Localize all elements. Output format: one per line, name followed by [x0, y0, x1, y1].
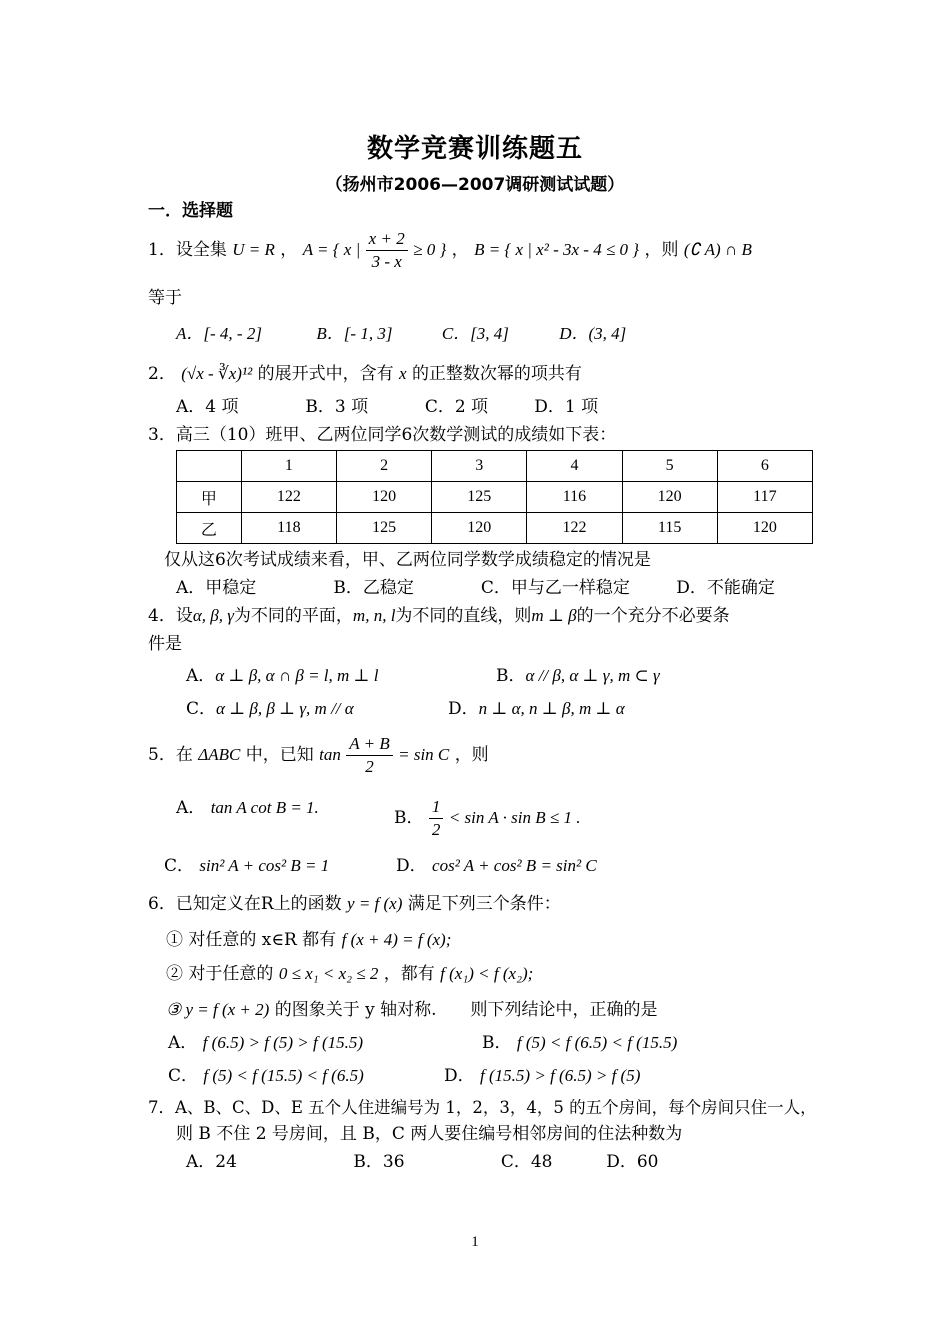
q6-option-a — [168, 1031, 363, 1055]
q5-numerator: A + B — [346, 733, 392, 756]
q4-text-a: 4．设 — [148, 606, 193, 626]
q2-expression: (√x - ∛x)¹² — [181, 364, 253, 383]
q7-option-d: D．60 — [606, 1152, 659, 1172]
q5-option-d — [396, 854, 597, 878]
q1-options — [176, 322, 626, 346]
q6-option-a-label: A． — [168, 1033, 198, 1053]
q6-option-c-expr: f (5) < f (15.5) < f (6.5) — [203, 1066, 364, 1085]
table-cell: 6 — [717, 451, 812, 482]
q4-option-c-expr: α ⊥ β, β ⊥ γ, m // α — [216, 699, 354, 718]
q4-lines: m, n, l — [352, 606, 396, 625]
q5-option-b-numerator: 1 — [429, 796, 444, 819]
q5-rhs: = sin C — [398, 745, 450, 764]
table-row — [177, 482, 813, 513]
q2-text: 的展开式中，含有 — [257, 364, 394, 384]
question-1 — [148, 228, 752, 273]
table-cell: 118 — [241, 513, 336, 544]
table-cell: 122 — [241, 482, 336, 513]
q1-comma-2: ， — [451, 240, 469, 260]
q1-set-a-numerator: x + 2 — [366, 228, 408, 251]
q6-c1-text: ① 对任意的 x∈R 都有 — [166, 930, 337, 950]
table-cell: 120 — [432, 513, 527, 544]
table-cell: 5 — [622, 451, 717, 482]
q5-suffix: ，则 — [454, 745, 489, 765]
table-cell: 122 — [527, 513, 622, 544]
q6-c3-expr: ③ y = f (x + 2) — [166, 1000, 270, 1019]
q4-text-d: 的一个充分不必要条 — [576, 606, 730, 626]
q5-denominator: 2 — [365, 757, 374, 776]
page-subtitle: （扬州市2006—2007调研测试试题） — [325, 175, 625, 195]
q6-c1-expr: f (x + 4) = f (x); — [341, 930, 452, 949]
q6-option-b — [482, 1031, 677, 1055]
q7-line-2: 则 B 不住 2 号房间，且 B，C 两人要住编号相邻房间的住法种数为 — [176, 1124, 683, 1144]
q4-text-c: 为不同的直线，则 — [395, 606, 532, 626]
question-3: 3．高三（10）班甲、乙两位同学6次数学测试的成绩如下表： — [148, 425, 617, 445]
table-cell: 116 — [527, 482, 622, 513]
q1-set-a-fraction — [366, 228, 408, 273]
question-4 — [148, 604, 730, 628]
q2-option-a: A．4 项 — [176, 397, 239, 417]
q3-after-text: 仅从这6次考试成绩来看，甲、乙两位同学数学成绩稳定的情况是 — [164, 550, 651, 570]
q6-suffix: 满足下列三个条件： — [407, 894, 561, 914]
q4-planes: α, β, γ — [192, 606, 234, 625]
q5-option-a-label: A． — [176, 798, 206, 818]
table-cell: 115 — [622, 513, 717, 544]
q4-option-d — [448, 697, 625, 721]
q5-fraction — [346, 733, 392, 778]
q5-option-c-label: C． — [164, 856, 195, 876]
q1-option-a: A．[- 4, - 2] — [176, 324, 262, 343]
table-cell: 125 — [336, 513, 431, 544]
table-cell: 117 — [717, 482, 812, 513]
q5-option-d-label: D． — [396, 856, 427, 876]
q5-option-b — [394, 796, 580, 841]
q4-option-d-expr: n ⊥ α, n ⊥ β, m ⊥ α — [478, 699, 625, 718]
q2-prefix: 2． — [148, 364, 176, 384]
q4-option-c — [186, 697, 354, 721]
q5-triangle: ΔABC — [198, 745, 241, 764]
page-number: 1 — [471, 1234, 479, 1250]
table-cell: 3 — [432, 451, 527, 482]
q4-option-a — [186, 664, 379, 688]
q1-expression: (∁ A) ∩ B — [683, 240, 752, 259]
q4-option-c-label: C． — [186, 699, 217, 719]
q7-option-c: C．48 — [500, 1152, 553, 1172]
q5-option-b-label: B． — [394, 808, 424, 828]
q6-option-c-label: C． — [168, 1066, 199, 1086]
q1-option-c: C．[3, 4] — [441, 324, 509, 343]
q4-option-a-expr: α ⊥ β, α ∩ β = l, m ⊥ l — [215, 666, 379, 685]
scores-table — [176, 450, 813, 544]
q6-option-b-expr: f (5) < f (6.5) < f (15.5) — [516, 1033, 678, 1052]
q6-option-a-expr: f (6.5) > f (5) > f (15.5) — [202, 1033, 364, 1052]
q1-set-b: B = { x | x² - 3x - 4 ≤ 0 } — [474, 240, 640, 259]
q6-c2-mid: ，都有 — [383, 964, 435, 984]
q6-c2-text: ② 对于任意的 — [166, 964, 274, 984]
q5-option-b-expr: < sin A · sin B ≤ 1 . — [448, 808, 581, 827]
q3-option-b: B．乙稳定 — [333, 578, 414, 598]
q1-set-u: U = R — [232, 240, 275, 259]
q6-c2-expr-2: f (x₁) < f (x₂); — [440, 964, 534, 983]
q7-option-b: B．36 — [353, 1152, 405, 1172]
q2-options — [176, 395, 598, 419]
q2-variable: x — [398, 364, 407, 383]
table-cell: 125 — [432, 482, 527, 513]
q5-option-c-expr: sin² A + cos² B = 1 — [199, 856, 330, 875]
section-heading: 一．选择题 — [148, 201, 233, 221]
q6-option-c — [168, 1064, 364, 1088]
q2-text-2: 的正整数次幂的项共有 — [411, 364, 582, 384]
q2-option-c: C．2 项 — [424, 397, 489, 417]
q6-c2-expr: 0 ≤ x₁ < x₂ ≤ 2 — [278, 964, 379, 983]
q4-text-e: 件是 — [148, 634, 182, 654]
q5-tan: tan — [319, 745, 341, 764]
q6-condition-2 — [166, 962, 533, 986]
q6-function: y = f (x) — [347, 894, 403, 913]
q5-mid: 中，已知 — [245, 745, 314, 765]
table-cell: 120 — [717, 513, 812, 544]
q4-condition: m ⊥ β — [531, 606, 577, 625]
q1-set-a-right: ≥ 0 } — [413, 240, 447, 259]
q6-option-d-expr: f (15.5) > f (6.5) > f (5) — [480, 1066, 641, 1085]
table-cell — [177, 451, 242, 482]
q1-continuation: 等于 — [148, 288, 182, 308]
q7-options — [186, 1150, 658, 1174]
table-cell: 甲 — [177, 482, 242, 513]
q5-option-a-expr: tan A cot B = 1. — [210, 798, 319, 817]
q1-option-b: B．[- 1, 3] — [316, 324, 393, 343]
table-cell: 2 — [336, 451, 431, 482]
table-cell: 乙 — [177, 513, 242, 544]
q3-options — [176, 576, 775, 600]
question-2 — [148, 362, 582, 386]
question-5 — [148, 733, 489, 778]
q1-option-d: D．(3, 4] — [559, 324, 627, 343]
q6-condition-3 — [166, 998, 658, 1022]
q6-prefix: 6．已知定义在R上的函数 — [148, 894, 342, 914]
q1-set-a-denominator: 3 - x — [371, 252, 402, 271]
q2-option-d: D．1 项 — [534, 397, 599, 417]
q3-option-c: C．甲与乙一样稳定 — [480, 578, 630, 598]
q1-prefix: 1．设全集 — [148, 240, 227, 260]
q2-option-b: B．3 项 — [305, 397, 369, 417]
q4-option-b-expr: α // β, α ⊥ γ, m ⊂ γ — [525, 666, 660, 685]
q6-option-d — [444, 1064, 640, 1088]
q5-option-c — [164, 854, 329, 878]
q4-text-b: 为不同的平面， — [233, 606, 353, 626]
q4-option-a-label: A． — [186, 666, 216, 686]
q5-option-d-expr: cos² A + cos² B = sin² C — [432, 856, 597, 875]
q1-comma-1: ， — [280, 240, 298, 260]
table-row — [177, 513, 813, 544]
table-cell: 120 — [622, 482, 717, 513]
q4-option-b-label: B． — [496, 666, 526, 686]
q4-option-d-label: D． — [448, 699, 479, 719]
q3-option-d: D．不能确定 — [676, 578, 775, 598]
q7-option-a: A．24 — [186, 1152, 237, 1172]
table-cell: 1 — [241, 451, 336, 482]
question-6 — [148, 892, 561, 916]
table-header-row — [177, 451, 813, 482]
page-title: 数学竞赛训练题五 — [366, 134, 583, 164]
q6-option-d-label: D． — [444, 1066, 475, 1086]
table-cell: 4 — [527, 451, 622, 482]
q5-option-a — [176, 796, 319, 820]
q1-set-a-left: A = { x | — [302, 240, 361, 259]
q6-option-b-label: B． — [482, 1033, 512, 1053]
q5-option-b-fraction — [429, 796, 444, 841]
q5-option-b-denominator: 2 — [431, 820, 441, 839]
q5-prefix: 5．在 — [148, 745, 193, 765]
q1-comma-3: ，则 — [644, 240, 679, 260]
question-7: 7．A、B、C、D、E 五个人住进编号为 1，2，3，4，5 的五个房间，每个房间只住一人， — [148, 1098, 817, 1117]
q4-option-b — [496, 664, 660, 688]
q6-condition-1 — [166, 928, 451, 952]
q6-c3-text: 的图象关于 y 轴对称. 则下列结论中，正确的是 — [274, 1000, 658, 1020]
q3-option-a: A．甲稳定 — [176, 578, 257, 598]
table-cell: 120 — [336, 482, 431, 513]
